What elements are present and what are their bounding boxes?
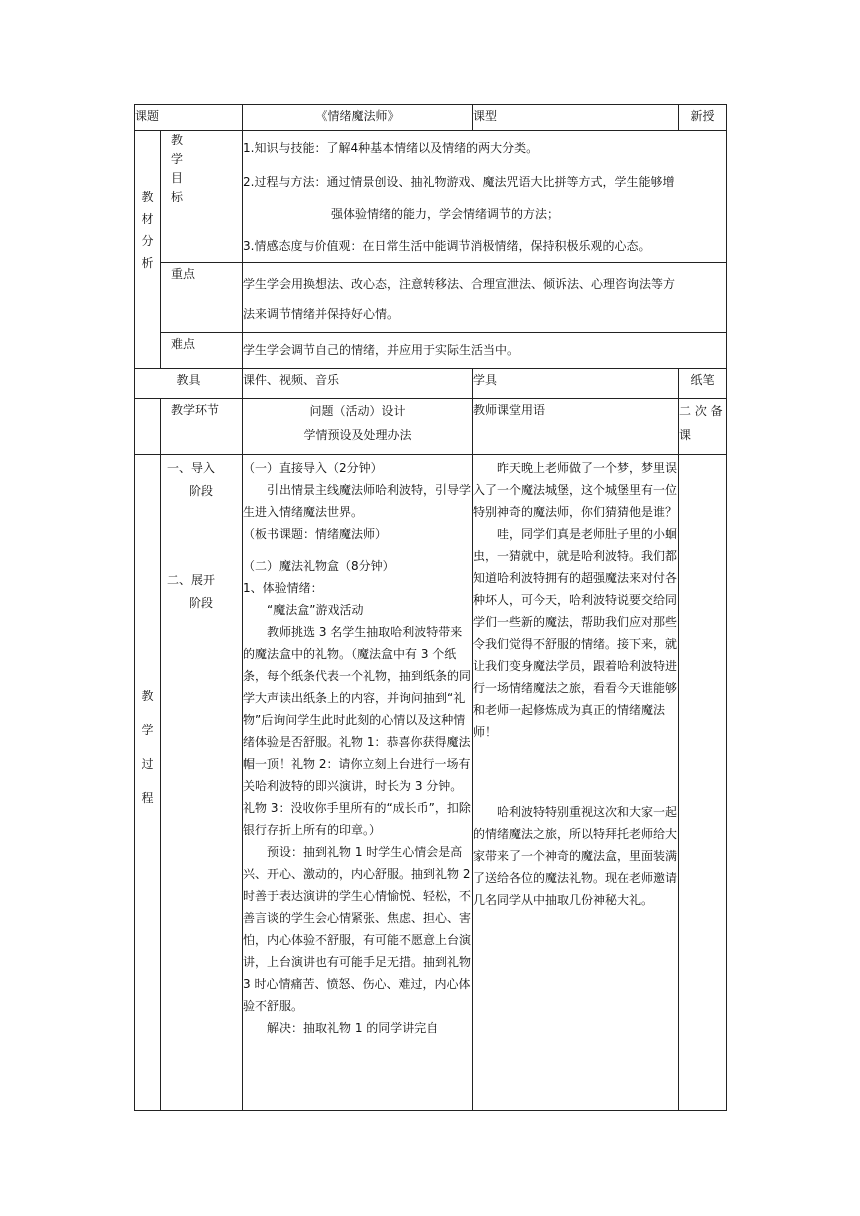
lesson-type-label: 课型 xyxy=(473,105,679,131)
teacher-tools-label: 教具 xyxy=(135,369,243,399)
goals-content xyxy=(243,131,727,263)
topic-row xyxy=(135,105,727,131)
goal-process-continued: 强体验情绪的能力，学会情绪调节的方法； xyxy=(331,207,560,221)
intro-title: （一）直接导入（2分钟） xyxy=(243,461,383,475)
key-point-row xyxy=(135,263,727,333)
magic-box-description: 教师挑选 3 名学生抽取哈利波特带来的魔法盒中的礼物。（魔法盒中有 3 个纸条，每个纸条代表一个礼物，抽到纸条的同学大声读出纸条上的内容，并询问抽到“礼物”后询问学生此时此刻的心情以及这种情绪体验是否舒服。礼物 1：恭喜你获得魔法帽一顶！礼物 2：请你立刻上台进行一场有关哈利波特的即兴演讲，时长为 3 分钟。礼物 3：没收你手里所有的“成长币”，扣除银行存折上所有的印章。） xyxy=(243,625,472,837)
tools-row xyxy=(135,369,727,399)
process-body-row xyxy=(135,455,727,1111)
goals-row xyxy=(135,131,727,263)
student-tools-label: 学具 xyxy=(473,369,679,399)
intro-board-note: （板书课题：情绪魔法师） xyxy=(243,527,388,541)
stage-column xyxy=(161,455,243,1111)
goal-process: 2.过程与方法：通过情景创设、抽礼物游戏、魔法咒语大比拼等方式，学生能够增 xyxy=(243,175,675,189)
process-section-label: 教 学 过 程 xyxy=(135,455,161,1111)
goal-knowledge: 1.知识与技能：了解4种基本情绪以及情绪的两大分类。 xyxy=(243,141,539,155)
language-magic-box: 哈利波特特别重视这次和大家一起的情绪魔法之旅，所以特拜托老师给大家带来了一个神奇的魔法盒，里面装满了送给各位的魔法礼物。现在老师邀请几名同学从中抽取几份神秘大礼。 xyxy=(473,805,678,907)
stage-intro: 一、导入 阶段 xyxy=(167,461,216,498)
second-prep-header: 二 次 备课 xyxy=(679,399,727,455)
analysis-section-label: 教 材 分 析 xyxy=(135,131,161,369)
key-point-label: 重点 xyxy=(161,263,243,333)
second-prep-column xyxy=(679,455,727,1111)
teacher-tools-value: 课件、视频、音乐 xyxy=(243,369,473,399)
topic-value: 《情绪魔法师》 xyxy=(243,105,473,131)
lesson-type-value: 新授 xyxy=(679,105,727,131)
stage-header: 教学环节 xyxy=(161,399,243,455)
goal-attitude: 3.情感态度与价值观：在日常生活中能调节消极情绪，保持积极乐观的心态。 xyxy=(243,239,651,253)
difficulty-row xyxy=(135,333,727,369)
preset-description: 预设：抽到礼物 1 时学生心情会是高兴、开心、激动的，内心舒服。抽到礼物 2 时善于表达演讲的学生心情愉悦、轻松，不善言谈的学生会心情紧张、焦虑、担心、害怕，内心体验不舒服，有可能不愿意上台演讲，上台演讲也有可能手足无措。抽到礼物 3 时心情痛苦、愤怒、伤心、难过，内心体验不舒服。 xyxy=(243,845,472,1013)
design-header: 问题（活动）设计 学情预设及处理办法 xyxy=(243,399,473,455)
difficulty-label: 难点 xyxy=(161,333,243,369)
language-dream: 昨天晚上老师做了一个梦，梦里误入了一个魔法城堡，这个城堡里有一位特别神奇的魔法师，你们猜猜他是谁？ xyxy=(473,461,678,519)
language-harry-potter: 哇，同学们真是老师肚子里的小蛔虫，一猜就中，就是哈利波特。我们都知道哈利波特拥有的超强魔法来对付各种坏人，可今天，哈利波特说要交给同学们一些新的魔法，帮助我们应对那些令我们觉得不舒服的情绪。接下来，就让我们变身魔法学员，跟着哈利波特进行一场情绪魔法之旅，看看今天谁能够和老师一起修炼成为真正的情绪魔法师！ xyxy=(473,527,678,739)
stage-develop: 二、展开 阶段 xyxy=(167,573,216,610)
student-tools-value: 纸笔 xyxy=(679,369,727,399)
lesson-plan-table xyxy=(134,104,727,1111)
goals-label: 教 学 目 标 xyxy=(161,131,243,263)
experience-subtitle: 1、体验情绪： xyxy=(243,581,323,595)
design-column xyxy=(243,455,473,1111)
topic-label: 课题 xyxy=(135,105,243,131)
teacher-language-column xyxy=(473,455,679,1111)
key-point-content: 学生学会用换想法、改心态，注意转移法、合理宣泄法、倾诉法、心理咨询法等方 法来调节情绪并保持好心情。 xyxy=(243,263,727,333)
difficulty-content: 学生学会调节自己的情绪，并应用于实际生活当中。 xyxy=(243,333,727,369)
process-header-row xyxy=(135,399,727,455)
magic-box-title: （二）魔法礼物盒（8分钟） xyxy=(243,559,395,573)
intro-body: 引出情景主线魔法师哈利波特，引导学生进入情绪魔法世界。 xyxy=(243,483,472,519)
teacher-language-header: 教师课堂用语 xyxy=(473,399,679,455)
solution-description: 解决：抽取礼物 1 的同学讲完自 xyxy=(267,1021,439,1035)
process-header-blank xyxy=(135,399,161,455)
magic-box-game: “魔法盒”游戏活动 xyxy=(267,603,364,617)
